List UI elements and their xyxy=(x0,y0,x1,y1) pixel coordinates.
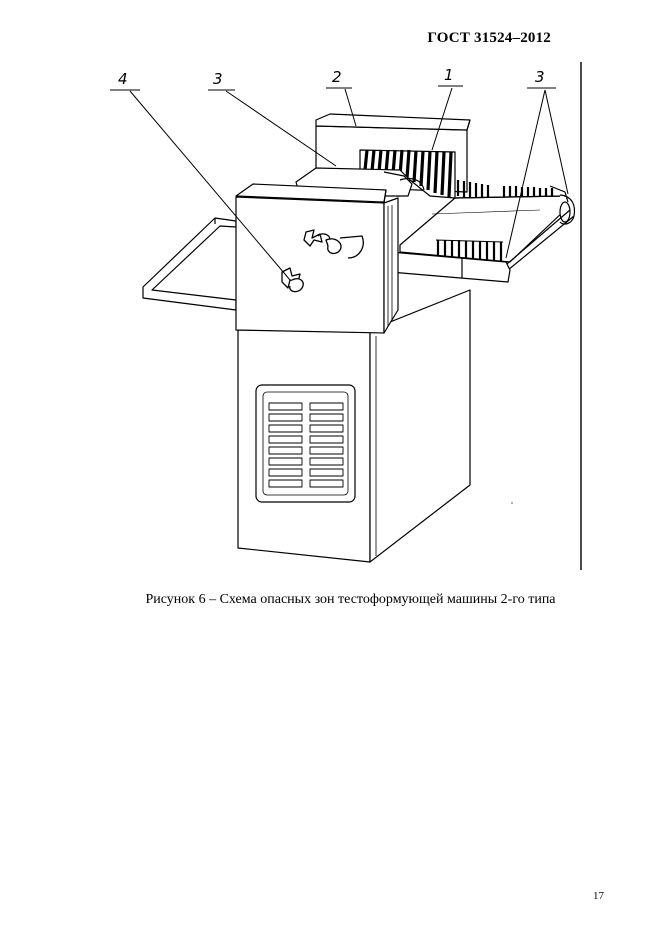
callout-1: 1 xyxy=(444,66,454,84)
figure-caption-wrap xyxy=(0,592,661,608)
standard-code: ГОСТ 31524–2012 xyxy=(427,30,551,46)
callout-3-right: 3 xyxy=(535,68,545,86)
stray-dot xyxy=(511,502,512,503)
figure-caption: Рисунок 6 – Схема опасных зон тестоформующей машины 2-го типа xyxy=(145,592,556,607)
callout-2: 2 xyxy=(332,68,342,86)
callout-4: 4 xyxy=(118,70,128,88)
right-conveyor xyxy=(390,180,574,282)
left-tray xyxy=(143,218,236,310)
front-housing xyxy=(236,184,398,333)
callout-3-left: 3 xyxy=(213,70,223,88)
page-number: 17 xyxy=(593,890,604,902)
